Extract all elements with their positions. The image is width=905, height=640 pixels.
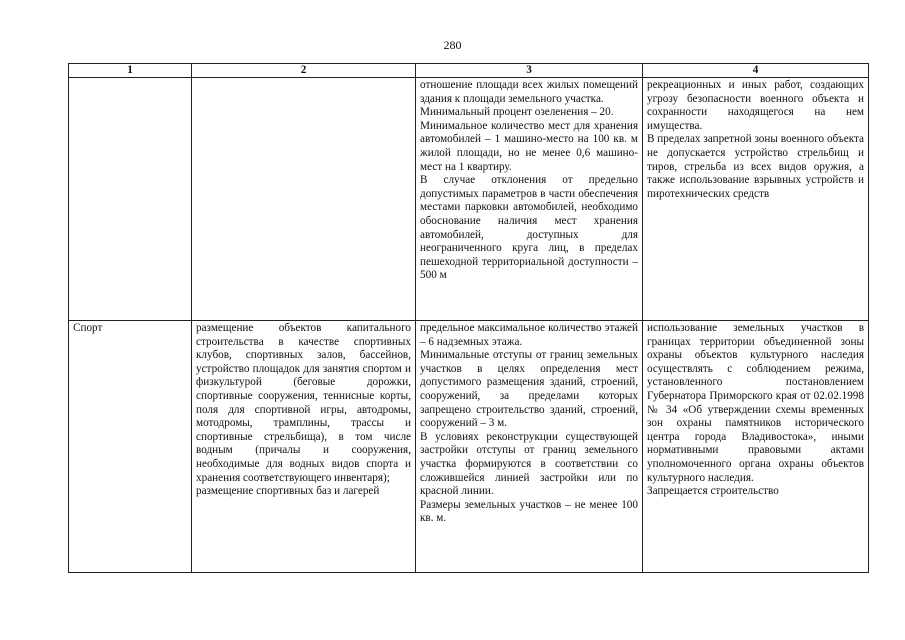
column-header-3: 3 xyxy=(416,64,643,78)
paragraph: использование земельных участков в границах территории объединенной зоны охраны объектов культурного наследия осуществлять с соблюдением режима, установленного постановлением Губернатора Приморского края от 02.02.1998 № 34 «Об утверждении схемы временных зон охраны памятников исторического центра города Владивостока», иными нормативными правовыми актами уполномоченного органа охраны объектов культурного наследия. xyxy=(647,322,864,484)
cell-use-type: Спорт xyxy=(69,321,192,573)
cell-restrictions xyxy=(643,78,869,321)
paragraph: рекреационных и иных работ, создающих угрозу безопасности военного объекта и сохранности находящегося на нем имущества. xyxy=(647,79,864,132)
regulation-table xyxy=(68,63,869,573)
paragraph: размещение объектов капитального строительства в качестве спортивных клубов, спортивных залов, бассейнов, устройство площадок для занятия спортом и физкультурой (беговые дорожки, спортивные сооружения, теннисные корты, поля для спортивной игры, автодромы, мотодромы, трамплины, трассы и спортивные стрельбища), в том числе водным (причалы и сооружения, необходимые для водных видов спорта и хранения соответствующего инвентаря); xyxy=(196,322,411,484)
cell-parameters xyxy=(416,78,643,321)
paragraph: Минимальные отступы от границ земельных участков в целях определения мест допустимого размещения зданий, строений, сооружений, за пределами которых запрещено строительство зданий, строений, сооружений – 3 м. xyxy=(420,349,638,430)
paragraph: Размеры земельных участков – не менее 100 кв. м. xyxy=(420,498,638,525)
paragraph: Минимальный процент озеленения – 20. xyxy=(420,106,614,119)
paragraph: В пределах запретной зоны военного объекта не допускается устройство стрельбищ и тиров, стрельба из всех видов оружия, а также использование взрывных устройств и пиротехнических средств xyxy=(647,133,864,200)
paragraph: В условиях реконструкции существующей застройки отступы от границ земельного участка формируются в соответствии со сложившейся линией застройки или по красной линии. xyxy=(420,430,638,498)
column-header-4: 4 xyxy=(643,64,869,78)
paragraph: В случае отклонения от предельно допустимых параметров в части обеспечения местами парковки автомобилей, необходимо обоснование наличия мест хранения автомобилей, доступных для неограниченного круга лиц, в пределах пешеходной территориальной доступности – 500 м xyxy=(420,174,638,282)
table-row xyxy=(69,78,869,321)
cell-parameters xyxy=(416,321,643,573)
cell-use-type xyxy=(69,78,192,321)
cell-use-description xyxy=(192,321,416,573)
paragraph: предельное максимальное количество этажей – 6 надземных этажа. xyxy=(420,322,638,348)
paragraph: отношение площади всех жилых помещений здания к площади земельного участка. xyxy=(420,79,638,105)
page-number: 280 xyxy=(443,38,462,52)
table-header-row xyxy=(69,64,869,78)
paragraph: размещение спортивных баз и лагерей xyxy=(196,485,380,498)
table-row xyxy=(69,321,869,573)
column-header-1: 1 xyxy=(69,64,192,78)
paragraph: Запрещается строительство xyxy=(647,485,779,498)
cell-use-description xyxy=(192,78,416,321)
column-header-2: 2 xyxy=(192,64,416,78)
paragraph: Минимальное количество мест для хранения автомобилей – 1 машино-место на 100 кв. м жилой площади, но не менее 0,6 машино-мест на 1 квартиру. xyxy=(420,119,638,173)
cell-restrictions xyxy=(643,321,869,573)
